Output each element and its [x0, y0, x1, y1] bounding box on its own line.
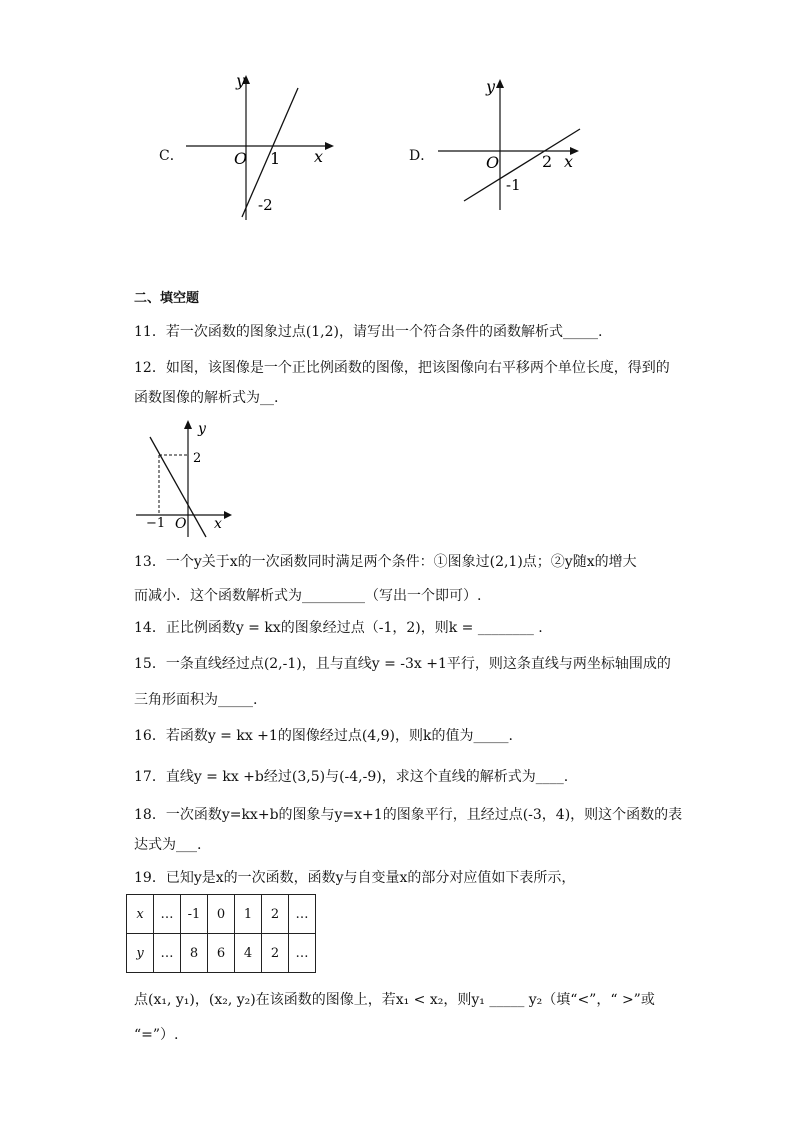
- question-13-line1: 13．一个y关于x的一次函数同时满足两个条件：①图象过(2,1)点；②y随x的增大: [134, 554, 637, 570]
- graph-q12-origin: O: [175, 516, 187, 532]
- graph-d-y-label: y: [486, 77, 496, 96]
- value-table: [126, 894, 316, 973]
- question-12-line1: 12．如图，该图像是一个正比例函数的图像，把该图像向右平移两个单位长度，得到的: [134, 360, 670, 376]
- graph-c-x-label: x: [314, 147, 324, 166]
- question-19-line3: “=”）.: [134, 1027, 179, 1043]
- graph-d-y-arrow: [496, 79, 504, 88]
- question-19-line1: 19．已知y是x的一次函数，函数y与自变量x的部分对应值如下表所示，: [134, 870, 576, 886]
- graph-c-x-intercept: 1: [270, 149, 281, 168]
- table-cell: 1: [235, 895, 262, 934]
- graph-c-y-label: y: [236, 71, 246, 90]
- graph-q12-y-label: y: [198, 421, 206, 437]
- table-cell: …: [154, 895, 181, 934]
- graph-d-y-intercept: -1: [506, 176, 521, 194]
- question-16: 16．若函数y = kx +1的图像经过点(4,9)，则k的值为_____.: [134, 728, 513, 744]
- graph-d-x-label: x: [564, 152, 574, 171]
- question-18-line2: 达式为___.: [134, 837, 202, 853]
- graph-d: [430, 70, 590, 210]
- table-cell: 4: [235, 934, 262, 973]
- question-15-line2: 三角形面积为_____.: [134, 692, 258, 708]
- question-17: 17．直线y = kx +b经过(3,5)与(-4,-9)，求这个直线的解析式为____.: [134, 769, 569, 785]
- graph-c-x-arrow: [325, 142, 334, 150]
- table-cell: x: [127, 895, 154, 934]
- option-c-label: C．: [159, 148, 184, 164]
- graph-c-y-intercept: -2: [258, 196, 273, 214]
- question-15-line1: 15．一条直线经过点(2,-1)，且与直线y = -3x +1平行，则这条直线与两坐标轴围成的: [134, 656, 671, 672]
- table-cell: 2: [262, 934, 289, 973]
- graph-q12: [130, 415, 240, 540]
- table-row-y: [127, 934, 316, 973]
- question-11: 11．若一次函数的图象过点(1,2)，请写出一个符合条件的函数解析式_____.: [134, 324, 603, 340]
- graph-q12-y-arrow: [184, 420, 192, 429]
- table-cell: …: [154, 934, 181, 973]
- table-row-x: [127, 895, 316, 934]
- table-cell: 2: [262, 895, 289, 934]
- table-cell: …: [289, 934, 316, 973]
- section-title: 二、填空题: [134, 291, 200, 306]
- table-cell: y: [127, 934, 154, 973]
- graph-c-origin: O: [234, 149, 248, 168]
- graph-q12-two-label: 2: [193, 451, 202, 466]
- graph-q12-neg1-label: −1: [146, 516, 166, 531]
- question-19-line2: 点(x₁, y₁)，(x₂, y₂)在该函数的图像上，若x₁ < x₂，则y₁ _____ y₂（填“<”，“ >”或: [134, 992, 655, 1008]
- table-cell: 6: [208, 934, 235, 973]
- question-14: 14．正比例函数y = kx的图象经过点（-1，2)，则k = ________ .: [134, 620, 543, 636]
- question-18-line1: 18．一次函数y=kx+b的图象与y=x+1的图象平行，且经过点(-3，4)，则这个函数的表: [134, 807, 683, 823]
- table-cell: …: [289, 895, 316, 934]
- graph-d-x-intercept: 2: [542, 152, 553, 171]
- question-12-line2: 函数图像的解析式为__.: [134, 390, 279, 406]
- table-cell: -1: [181, 895, 208, 934]
- graph-c: [180, 70, 340, 230]
- table-cell: 8: [181, 934, 208, 973]
- graph-q12-x-arrow: [224, 511, 232, 519]
- graph-q12-x-label: x: [214, 516, 222, 532]
- option-d-label: D．: [409, 148, 435, 164]
- table-cell: 0: [208, 895, 235, 934]
- graph-d-origin: O: [486, 153, 500, 172]
- question-13-line2: 而减小．这个函数解析式为_________（写出一个即可）.: [134, 588, 482, 604]
- graph-d-line: [464, 129, 580, 201]
